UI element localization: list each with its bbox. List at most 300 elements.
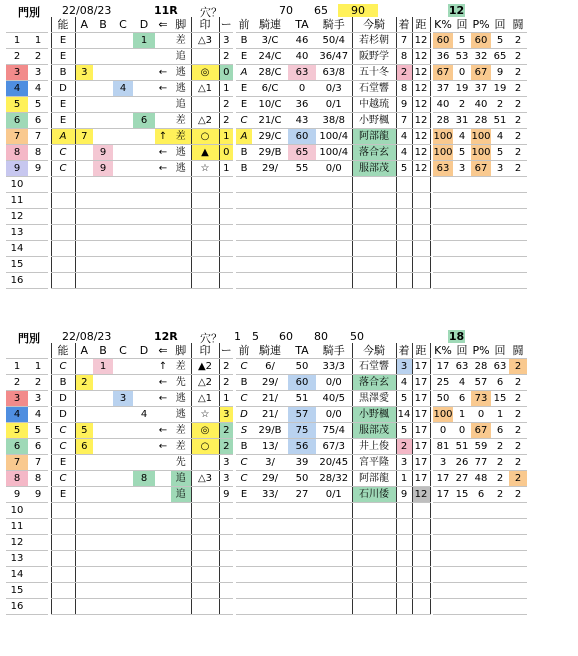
table-cell: 12 (412, 129, 430, 145)
table-row[interactable] (6, 471, 527, 487)
table-cell: ← (155, 423, 171, 439)
table-row[interactable] (6, 567, 527, 583)
table-cell: 100 (433, 407, 453, 423)
table-cell (133, 455, 155, 471)
table-cell: 67 (471, 423, 491, 439)
table-cell (219, 519, 233, 535)
header-num: 65 (314, 4, 328, 17)
table-cell (219, 535, 233, 551)
table-cell: 0 (471, 407, 491, 423)
table-row[interactable] (6, 535, 527, 551)
table-cell: 56 (288, 439, 316, 455)
table-cell: 6 (28, 113, 48, 129)
table-cell (133, 97, 155, 113)
table-cell (133, 583, 155, 599)
table-cell: 0/0 (316, 161, 352, 177)
table-cell (288, 503, 316, 519)
table-cell: 15 (6, 257, 28, 273)
table-cell: 50 (288, 471, 316, 487)
table-cell: 13/ (252, 439, 288, 455)
table-cell (113, 471, 133, 487)
table-cell: 10 (6, 177, 28, 193)
table-cell (252, 193, 288, 209)
table-cell: B (51, 65, 75, 81)
table-cell (133, 193, 155, 209)
table-cell (93, 423, 113, 439)
table-cell (433, 583, 453, 599)
table-cell (288, 209, 316, 225)
table-cell (28, 241, 48, 257)
venue-label: 門別 (18, 6, 40, 19)
table-cell (191, 519, 219, 535)
table-cell: S (236, 423, 252, 439)
table-cell (75, 519, 93, 535)
table-cell: 12 (412, 81, 430, 97)
table-cell (51, 209, 75, 225)
table-cell: D (51, 407, 75, 423)
table-cell (509, 551, 527, 567)
table-cell: 20/45 (316, 455, 352, 471)
table-cell (133, 161, 155, 177)
table-cell: 2 (509, 145, 527, 161)
table-cell: 7 (396, 33, 412, 49)
table-cell (288, 551, 316, 567)
table-cell: 3 (219, 455, 233, 471)
table-row[interactable] (6, 241, 527, 257)
table-cell: 8 (396, 81, 412, 97)
table-cell: 9 (6, 161, 28, 177)
table-cell: △3 (191, 33, 219, 49)
table-cell (28, 225, 48, 241)
table-cell: 3 (6, 391, 28, 407)
column-header: 距 (412, 343, 430, 359)
table-cell: 0 (219, 65, 233, 81)
table-cell: 28 (433, 113, 453, 129)
table-cell (433, 599, 453, 615)
table-cell (113, 145, 133, 161)
table-cell: 井上俊 (352, 439, 396, 455)
table-cell: 1 (219, 161, 233, 177)
table-cell (155, 177, 171, 193)
table-row[interactable] (6, 487, 527, 503)
table-cell (352, 193, 396, 209)
table-cell (155, 407, 171, 423)
table-cell: 1 (219, 81, 233, 97)
table-cell: 38/8 (316, 113, 352, 129)
table-cell (113, 273, 133, 289)
table-cell: 逃 (171, 81, 191, 97)
table-row[interactable] (6, 455, 527, 471)
table-cell (252, 599, 288, 615)
table-cell (75, 49, 93, 65)
table-cell: 40 (433, 97, 453, 113)
table-row[interactable] (6, 161, 527, 177)
table-cell: 15 (6, 583, 28, 599)
table-cell (453, 599, 471, 615)
table-cell (93, 65, 113, 81)
table-cell (133, 81, 155, 97)
table-cell (133, 535, 155, 551)
table-cell (412, 519, 430, 535)
header-num: 5 (252, 330, 259, 343)
table-row[interactable] (6, 81, 527, 97)
table-cell (509, 225, 527, 241)
table-cell (412, 503, 430, 519)
table-cell: 14 (396, 407, 412, 423)
table-cell (471, 257, 491, 273)
table-cell: C (51, 359, 75, 375)
table-cell (93, 375, 113, 391)
table-cell (236, 503, 252, 519)
table-cell: 2 (219, 423, 233, 439)
table-cell (252, 535, 288, 551)
table-cell: E (51, 97, 75, 113)
table-cell: C (236, 455, 252, 471)
table-cell (93, 225, 113, 241)
table-cell (113, 535, 133, 551)
table-cell (155, 551, 171, 567)
table-cell (236, 535, 252, 551)
table-cell (93, 407, 113, 423)
table-cell (133, 519, 155, 535)
table-cell: 100 (433, 145, 453, 161)
table-cell: 2 (491, 439, 509, 455)
table-cell (433, 241, 453, 257)
table-cell (171, 535, 191, 551)
table-cell (75, 551, 93, 567)
table-cell (352, 503, 396, 519)
table-cell: 2 (509, 359, 527, 375)
table-cell: E (236, 81, 252, 97)
table-cell: E (51, 49, 75, 65)
table-cell: 4 (28, 407, 48, 423)
table-cell: 6 (491, 423, 509, 439)
table-cell: 阪野学 (352, 49, 396, 65)
table-cell (219, 177, 233, 193)
table-cell (509, 257, 527, 273)
table-cell (453, 241, 471, 257)
column-header: 騎連 (252, 17, 288, 33)
table-cell (51, 193, 75, 209)
table-cell (316, 567, 352, 583)
table-cell (252, 257, 288, 273)
venue-label: 門別 (18, 332, 40, 345)
distance-label: 12 (448, 4, 465, 17)
table-cell: 48 (471, 471, 491, 487)
table-cell: B (236, 161, 252, 177)
table-cell: 3 (396, 455, 412, 471)
table-cell (93, 519, 113, 535)
column-header: K% (434, 344, 452, 357)
table-cell (155, 273, 171, 289)
table-cell: 12 (412, 161, 430, 177)
table-row[interactable] (6, 391, 527, 407)
table-cell (75, 471, 93, 487)
table-row[interactable] (6, 177, 527, 193)
column-header: 回 (491, 343, 509, 359)
table-cell (171, 567, 191, 583)
column-header: 回 (453, 17, 471, 33)
table-cell: 2 (219, 97, 233, 113)
table-cell: 0/3 (316, 81, 352, 97)
table-cell (191, 193, 219, 209)
table-cell: 0 (453, 65, 471, 81)
table-cell: 2 (75, 375, 93, 391)
table-cell (191, 257, 219, 273)
table-cell (252, 241, 288, 257)
table-cell (471, 209, 491, 225)
table-row[interactable] (6, 113, 527, 129)
table-row[interactable] (6, 375, 527, 391)
table-cell (236, 599, 252, 615)
table-cell (471, 225, 491, 241)
table-cell: 2 (396, 439, 412, 455)
table-cell: 9 (491, 65, 509, 81)
table-cell: 12 (412, 145, 430, 161)
table-cell (219, 551, 233, 567)
table-cell (93, 503, 113, 519)
table-cell (113, 129, 133, 145)
table-cell (491, 273, 509, 289)
table-cell (155, 113, 171, 129)
table-cell: 81 (433, 439, 453, 455)
table-cell (93, 439, 113, 455)
table-row[interactable] (6, 257, 527, 273)
column-header: 闘 (509, 343, 527, 359)
table-cell: 50 (288, 359, 316, 375)
table-cell: 2 (28, 375, 48, 391)
table-cell (491, 225, 509, 241)
table-cell (28, 257, 48, 273)
table-cell (113, 161, 133, 177)
table-cell: 21/ (252, 391, 288, 407)
table-row[interactable] (6, 439, 527, 455)
table-row[interactable] (6, 519, 527, 535)
header-num: 50 (350, 330, 364, 343)
table-cell (171, 519, 191, 535)
table-cell: ← (155, 161, 171, 177)
table-cell: 若杉朝 (352, 33, 396, 49)
table-cell: 3 (219, 471, 233, 487)
table-cell (93, 241, 113, 257)
column-header: ー (220, 344, 232, 357)
table-cell: 67 (433, 65, 453, 81)
table-cell: 4 (113, 81, 133, 97)
table-cell (412, 257, 430, 273)
table-cell (219, 567, 233, 583)
table-cell: ← (155, 65, 171, 81)
column-header: D (133, 17, 155, 33)
table-cell (75, 273, 93, 289)
table-cell (491, 209, 509, 225)
table-row[interactable] (6, 503, 527, 519)
table-row[interactable] (6, 33, 527, 49)
column-header: 今騎 (352, 343, 396, 359)
column-header: 脚 (171, 17, 191, 33)
table-row[interactable] (6, 97, 527, 113)
table-cell (433, 257, 453, 273)
table-cell: 65 (491, 49, 509, 65)
table-cell (219, 225, 233, 241)
table-cell (433, 519, 453, 535)
table-row[interactable] (6, 49, 527, 65)
table-cell (75, 535, 93, 551)
table-cell (352, 599, 396, 615)
table-row[interactable] (6, 209, 527, 225)
table-cell: 40/5 (316, 391, 352, 407)
table-cell (471, 599, 491, 615)
table-row[interactable] (6, 225, 527, 241)
table-cell: 36/47 (316, 49, 352, 65)
table-cell: E (236, 49, 252, 65)
table-cell (93, 455, 113, 471)
table-cell: 100 (471, 129, 491, 145)
table-cell (75, 81, 93, 97)
table-cell: E (51, 113, 75, 129)
table-cell: ← (155, 391, 171, 407)
table-row[interactable] (6, 407, 527, 423)
table-cell: 2 (491, 471, 509, 487)
column-header: 回 (491, 17, 509, 33)
table-cell (471, 177, 491, 193)
table-cell: B (236, 439, 252, 455)
table-cell (236, 567, 252, 583)
table-cell (471, 273, 491, 289)
table-cell: 14 (6, 567, 28, 583)
ana-label: 穴？ (200, 332, 222, 345)
table-cell (93, 273, 113, 289)
table-cell: 宮平隆 (352, 455, 396, 471)
table-cell (433, 273, 453, 289)
table-row[interactable] (6, 423, 527, 439)
table-cell: 29/B (252, 423, 288, 439)
table-cell (471, 193, 491, 209)
table-row[interactable] (6, 65, 527, 81)
table-cell (75, 209, 93, 225)
table-cell (412, 535, 430, 551)
table-cell (75, 599, 93, 615)
table-cell: 2 (509, 439, 527, 455)
table-cell: 1 (6, 33, 28, 49)
table-cell (491, 535, 509, 551)
column-header: 前 (236, 343, 252, 359)
table-row[interactable] (6, 129, 527, 145)
table-cell: 51 (491, 113, 509, 129)
table-cell: 63/8 (316, 65, 352, 81)
table-cell (453, 193, 471, 209)
table-cell: 14 (6, 241, 28, 257)
table-cell: 0/0 (316, 375, 352, 391)
table-cell (28, 567, 48, 583)
table-cell: 8 (396, 49, 412, 65)
table-cell: 12 (412, 97, 430, 113)
column-header: 能 (51, 17, 75, 33)
table-cell (453, 257, 471, 273)
table-cell (171, 193, 191, 209)
table-cell: ◎ (191, 423, 219, 439)
table-cell (113, 193, 133, 209)
table-cell: 石堂響 (352, 359, 396, 375)
table-cell: 6 (28, 439, 48, 455)
table-row[interactable] (6, 273, 527, 289)
race-date: 22/08/23 (62, 4, 112, 17)
table-cell: 17 (412, 391, 430, 407)
table-cell: 73 (471, 391, 491, 407)
table-cell (51, 177, 75, 193)
table-row[interactable] (6, 145, 527, 161)
table-cell: 60 (471, 33, 491, 49)
table-row[interactable] (6, 583, 527, 599)
table-cell: 11 (6, 519, 28, 535)
table-cell (252, 209, 288, 225)
table-cell: 19 (491, 81, 509, 97)
table-cell: 28 (471, 359, 491, 375)
table-cell: 1 (396, 471, 412, 487)
table-cell (171, 177, 191, 193)
table-cell: 17 (412, 455, 430, 471)
table-cell (133, 567, 155, 583)
table-cell (316, 503, 352, 519)
table-cell (155, 503, 171, 519)
table-cell: 27 (288, 487, 316, 503)
table-cell: 36 (433, 49, 453, 65)
table-cell (93, 97, 113, 113)
table-cell (471, 535, 491, 551)
table-cell (316, 583, 352, 599)
table-cell: 5 (6, 423, 28, 439)
table-cell (509, 599, 527, 615)
table-cell: C (51, 471, 75, 487)
table-cell (155, 209, 171, 225)
table-cell (155, 487, 171, 503)
table-cell (113, 257, 133, 273)
table-cell: E (51, 33, 75, 49)
table-cell: 差 (171, 423, 191, 439)
table-row[interactable] (6, 193, 527, 209)
table-cell (191, 273, 219, 289)
table-cell (252, 551, 288, 567)
table-cell (509, 209, 527, 225)
table-row[interactable] (6, 599, 527, 615)
table-cell (191, 503, 219, 519)
table-cell (191, 241, 219, 257)
column-header: 騎連 (252, 343, 288, 359)
table-cell: 32 (471, 49, 491, 65)
table-cell (75, 97, 93, 113)
table-row[interactable] (6, 359, 527, 375)
table-cell (433, 567, 453, 583)
table-cell: 2 (491, 97, 509, 113)
table-cell (453, 535, 471, 551)
table-cell: ○ (191, 439, 219, 455)
table-cell: ← (155, 375, 171, 391)
table-cell: 17 (412, 439, 430, 455)
table-cell (155, 33, 171, 49)
table-cell: 黒澤愛 (352, 391, 396, 407)
table-cell: 逃 (171, 65, 191, 81)
table-cell: 3 (453, 161, 471, 177)
table-cell (75, 177, 93, 193)
table-cell (155, 599, 171, 615)
table-cell: D (51, 391, 75, 407)
table-cell (155, 225, 171, 241)
table-cell (219, 209, 233, 225)
table-cell: 0 (433, 423, 453, 439)
table-cell: ↑ (155, 359, 171, 375)
table-row[interactable] (6, 551, 527, 567)
table-cell (396, 503, 412, 519)
table-cell (453, 273, 471, 289)
